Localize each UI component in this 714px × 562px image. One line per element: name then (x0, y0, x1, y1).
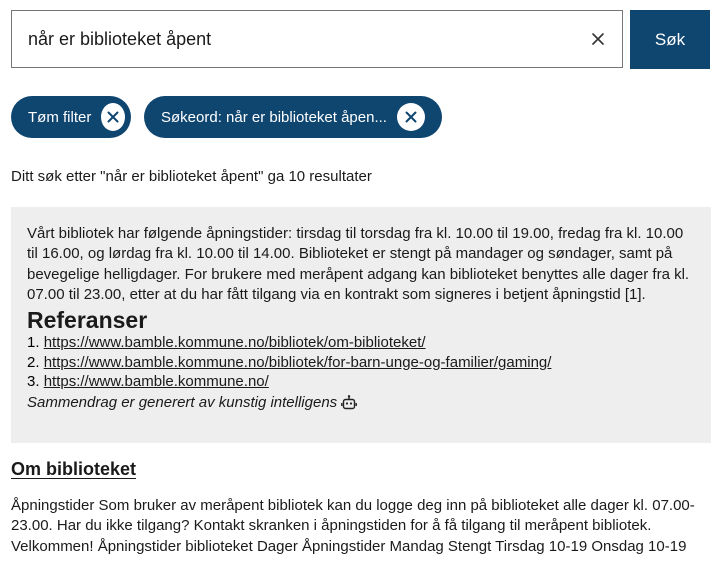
reference-link[interactable]: https://www.bamble.kommune.no/bibliotek/om-biblioteket/ (43, 334, 426, 352)
summary-text: Vårt bibliotek har følgende åpningstider: tirsdag til torsdag fra kl. 10.00 til 19.00, fredag fra kl. 10.00 til 16.00, og lørdag fra kl. 10.00 til 14.00. Biblioteket er stengt på mandager og søndager, samt på bevegelige helligdager. For brukere med meråpent adgang kan biblioteket benyttes alle dager fra kl. 07.00 til 23.00, etter at du har fått tilgang via en kontrakt som signeres i betjent åpningstid [1]. (27, 225, 690, 303)
clear-filter-chip[interactable] (11, 96, 131, 138)
result-count: Ditt søk etter "når er biblioteket åpent" ga 10 resultater (11, 168, 372, 185)
result-title-link[interactable]: Om biblioteket (11, 459, 137, 479)
chip-label: Søkeord: når er biblioteket åpen... (161, 108, 387, 126)
search-input[interactable] (28, 11, 568, 67)
reference-item (27, 333, 695, 353)
reference-link[interactable]: https://www.bamble.kommune.no/ (43, 373, 269, 391)
reference-item (27, 353, 695, 373)
search-field[interactable] (11, 10, 623, 68)
close-circle-icon[interactable] (397, 103, 425, 131)
reference-number: 1. (27, 334, 40, 352)
reference-number: 3. (27, 373, 40, 391)
reference-number: 2. (27, 353, 40, 371)
references-heading: Referanser (27, 307, 148, 334)
search-button[interactable]: Søk (630, 10, 710, 69)
ai-disclaimer-text: Sammendrag er generert av kunstig intelligens (27, 393, 338, 411)
result-snippet: Åpningstider Som bruker av meråpent bibliotek kan du logge deg inn på biblioteket alle dager kl. 07.00-23.00. Har du ikke tilgang? Kontakt skranken i åpningstiden for å få tilgang til meråpent bibliotek. Velkommen! Åpningstider biblioteket Dager Åpningstider Mandag Stengt Tirsdag 10-19 Onsdag 10-19 (11, 497, 695, 555)
ai-disclaimer (27, 392, 695, 413)
reference-link[interactable]: https://www.bamble.kommune.no/bibliotek/for-barn-unge-og-familier/gaming/ (43, 353, 552, 371)
close-icon (592, 33, 604, 45)
reference-item (27, 372, 695, 392)
keyword-filter-chip[interactable] (144, 96, 442, 138)
ai-summary-panel (11, 207, 711, 443)
robot-icon (341, 395, 357, 410)
chip-label: Tøm filter (28, 108, 92, 126)
references-list (27, 333, 695, 392)
close-circle-icon[interactable] (101, 103, 125, 131)
clear-search-button[interactable] (584, 25, 612, 53)
